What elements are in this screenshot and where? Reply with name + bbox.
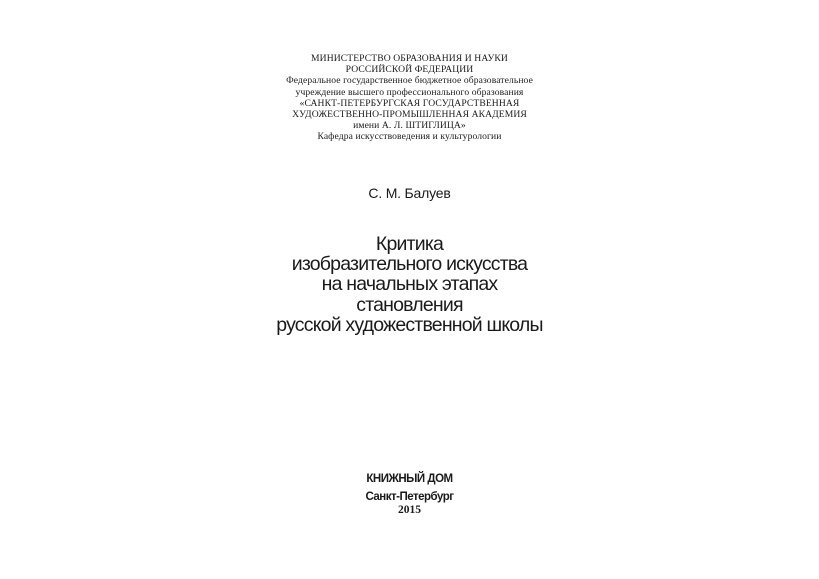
institution-header <box>0 53 819 143</box>
title-line-1: Критика <box>375 233 444 255</box>
institution-line-2: учреждение высшего профессионального образования <box>295 86 524 98</box>
academy-name-line-3: имени А. Л. ШТИГЛИЦА» <box>353 120 466 132</box>
title-line-5: русской художественной школы <box>276 313 543 336</box>
book-title <box>0 234 819 335</box>
publication-year: 2015 <box>398 504 421 516</box>
title-line-3: на начальных этапах <box>321 273 498 296</box>
academy-name-line-1: «САНКТ-ПЕТЕРБУРГСКАЯ ГОСУДАРСТВЕННАЯ <box>299 97 520 109</box>
publisher-imprint <box>0 473 819 517</box>
publisher-name: КНИЖНЫЙ ДОМ <box>366 473 453 485</box>
publisher-city: Санкт-Петербург <box>365 491 454 503</box>
institution-line-1: Федеральное государственное бюджетное образовательное <box>286 75 533 87</box>
author-name: С. М. Балуев <box>368 185 451 201</box>
department-line: Кафедра искусствоведения и культурологии <box>317 131 502 143</box>
title-line-2: изобразительного искусства <box>291 253 528 276</box>
title-line-4: становления <box>356 293 463 316</box>
ministry-line-1: МИНИСТЕРСТВО ОБРАЗОВАНИЯ И НАУКИ <box>311 53 508 64</box>
ministry-line-2: РОССИЙСКОЙ ФЕДЕРАЦИИ <box>345 64 474 76</box>
academy-name-line-2: ХУДОЖЕСТВЕННО-ПРОМЫШЛЕННАЯ АКАДЕМИЯ <box>292 109 527 121</box>
